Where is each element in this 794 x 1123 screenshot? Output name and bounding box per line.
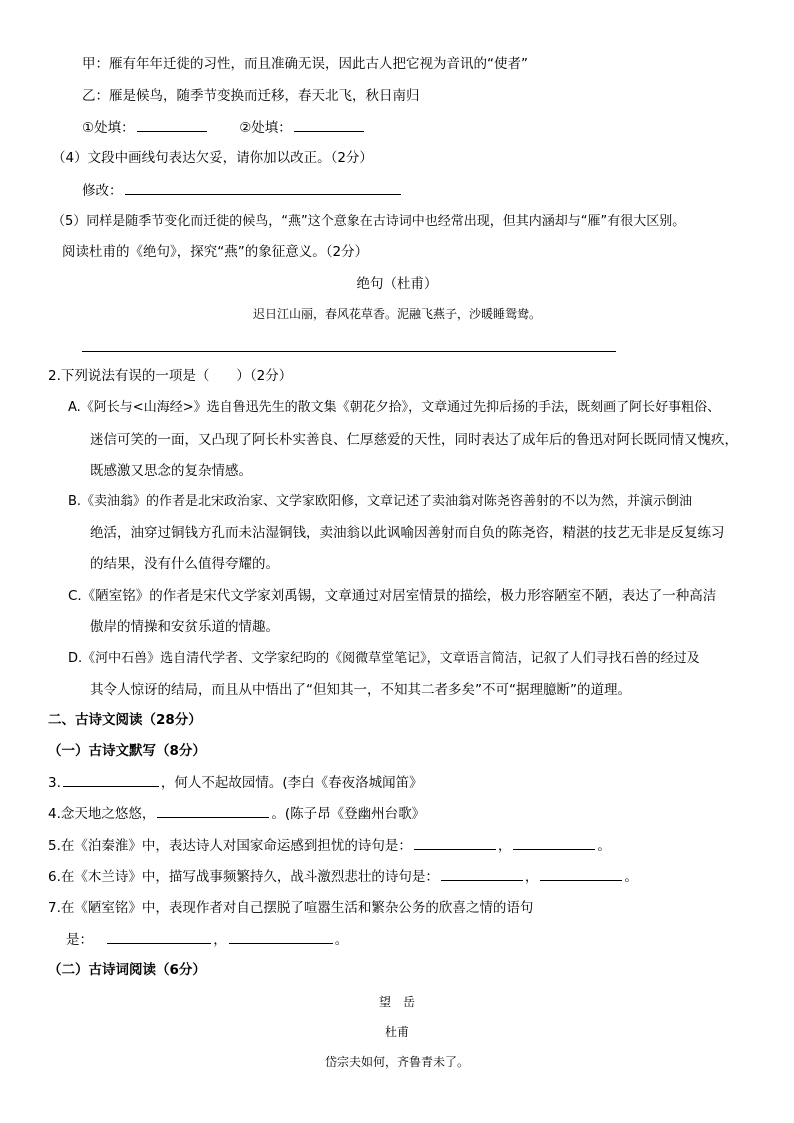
question-6-recite [48, 866, 638, 887]
option-d-line2: 其令人惊讶的结局，而且从中悟出了“但知其一，不知其二者多矣”不可“据理臆断”的道理。 [90, 682, 631, 698]
q5-head: 5.在《泊秦淮》中，表达诗人对国家命运感到担忧的诗句是： [48, 838, 412, 854]
q7-blank-1[interactable] [107, 929, 211, 944]
option-c-line2: 傲岸的情操和安贫乐道的情趣。 [90, 619, 279, 635]
option-a-line2: 迷信可笑的一面，又凸现了阿长朴实善良、仁厚慈爱的天性，同时表达了成年后的鲁迅对阿长既同情又愧疚， [90, 432, 738, 448]
q5-blank-2[interactable] [513, 835, 595, 850]
option-jia: 甲：雁有年年迁徙的习性，而且准确无误，因此古人把它视为音讯的“使者” [82, 56, 528, 72]
q3-number: 3. [48, 775, 61, 791]
q3-blank[interactable] [63, 772, 159, 787]
poem-text: 迟日江山丽，春风花草香。泥融飞燕子，沙暖睡鸳鸯。 [252, 307, 541, 321]
question-4-recite [48, 803, 425, 824]
option-a-line3: 既感激又思念的复杂情感。 [90, 463, 252, 479]
subsection-2-title: （二）古诗词阅读（6分） [48, 962, 206, 978]
poem2-title: 望 岳 [378, 995, 415, 1009]
option-b-line2: 绝活，油穿过铜钱方孔而未沾湿铜钱，卖油翁以此讽喻因善射而自负的陈尧咨，精湛的技艺无非是反复练习 [90, 525, 725, 541]
section-2-title: 二、古诗文阅读（28分） [48, 712, 202, 728]
question-7-line2 [66, 929, 348, 950]
poem-title: 绝句（杜甫） [356, 276, 438, 292]
q7-period: 。 [334, 932, 349, 948]
question-5-recite [48, 835, 611, 856]
question-2-stem: 2.下列说法有误的一项是（ ）（2分） [48, 368, 293, 384]
q4-head: 4.念天地之悠悠， [48, 806, 156, 822]
q7-head: 是： [66, 932, 93, 948]
poem2-author: 杜甫 [384, 1025, 409, 1039]
option-b-line1: B.《卖油翁》的作者是北宋政治家、文学家欧阳修，文章记述了卖油翁对陈尧咨善射的不以为然，并演示倒油 [68, 494, 693, 509]
q7-blank-2[interactable] [229, 929, 333, 944]
q4-edit-label: 修改： [82, 183, 123, 199]
q4-edit-blank[interactable] [125, 180, 401, 195]
question-3 [48, 772, 423, 793]
question-4: （4）文段中画线句表达欠妥，请你加以改正。（2分） [52, 150, 373, 166]
q3-tail: ，何人不起故园情。(李白《春夜洛城闻笛》 [160, 775, 423, 791]
q5-comma: ， [497, 838, 512, 854]
q6-blank-1[interactable] [441, 866, 523, 881]
option-yi: 乙：雁是候鸟，随季节变换而迁移，春天北飞，秋日南归 [82, 88, 420, 104]
q4-tail: 。(陈子昂《登幽州台歌》 [271, 806, 426, 822]
fill2-blank[interactable] [294, 117, 364, 132]
question-5-line1: （5）同样是随季节变化而迁徙的候鸟，“燕”这个意象在古诗词中也经常出现，但其内涵却与“雁”有很大区别。 [52, 214, 686, 229]
option-c-line1: C.《陋室铭》的作者是宋代文学家刘禹锡，文章通过对居室情景的描绘，极力形容陋室不陋，表达了一种高洁 [68, 588, 717, 604]
fill1-label: ①处填： [82, 120, 135, 136]
q7-comma: ， [213, 932, 227, 948]
option-a-line1: A.《阿长与<山海经>》选自鲁迅先生的散文集《朝花夕拾》，文章通过先抑后扬的手法，既刻画了阿长好事粗俗、 [68, 400, 721, 415]
q5-period: 。 [597, 838, 611, 854]
q6-period: 。 [624, 869, 638, 885]
poem2-line1: 岱宗夫如何，齐鲁青未了。 [324, 1055, 469, 1069]
subsection-1-title: （一）古诗文默写（8分） [48, 743, 206, 759]
question-7-line1: 7.在《陋室铭》中，表现作者对自己摆脱了喧嚣生活和繁杂公务的欣喜之情的语句 [48, 900, 534, 916]
q4-blank[interactable] [157, 803, 269, 818]
q5-blank-1[interactable] [414, 835, 496, 850]
fill2-label: ②处填： [239, 120, 292, 136]
q6-comma: ， [524, 869, 539, 885]
q6-head: 6.在《木兰诗》中，描写战事频繁持久，战斗激烈悲壮的诗句是： [48, 869, 439, 885]
q4-edit-line [82, 180, 403, 201]
fill1-blank[interactable] [137, 117, 207, 132]
fill-line [82, 117, 366, 138]
option-d-line1: D.《河中石兽》选自清代学者、文学家纪昀的《阅微草堂笔记》，文章语言简洁，记叙了人们寻找石兽的经过及 [68, 651, 700, 666]
question-5-line2: 阅读杜甫的《绝句》，探究“燕”的象征意义。（2分） [62, 244, 369, 260]
option-b-line3: 的结果，没有什么值得夸耀的。 [90, 556, 279, 572]
q6-blank-2[interactable] [540, 866, 622, 881]
answer-line[interactable] [82, 351, 616, 352]
